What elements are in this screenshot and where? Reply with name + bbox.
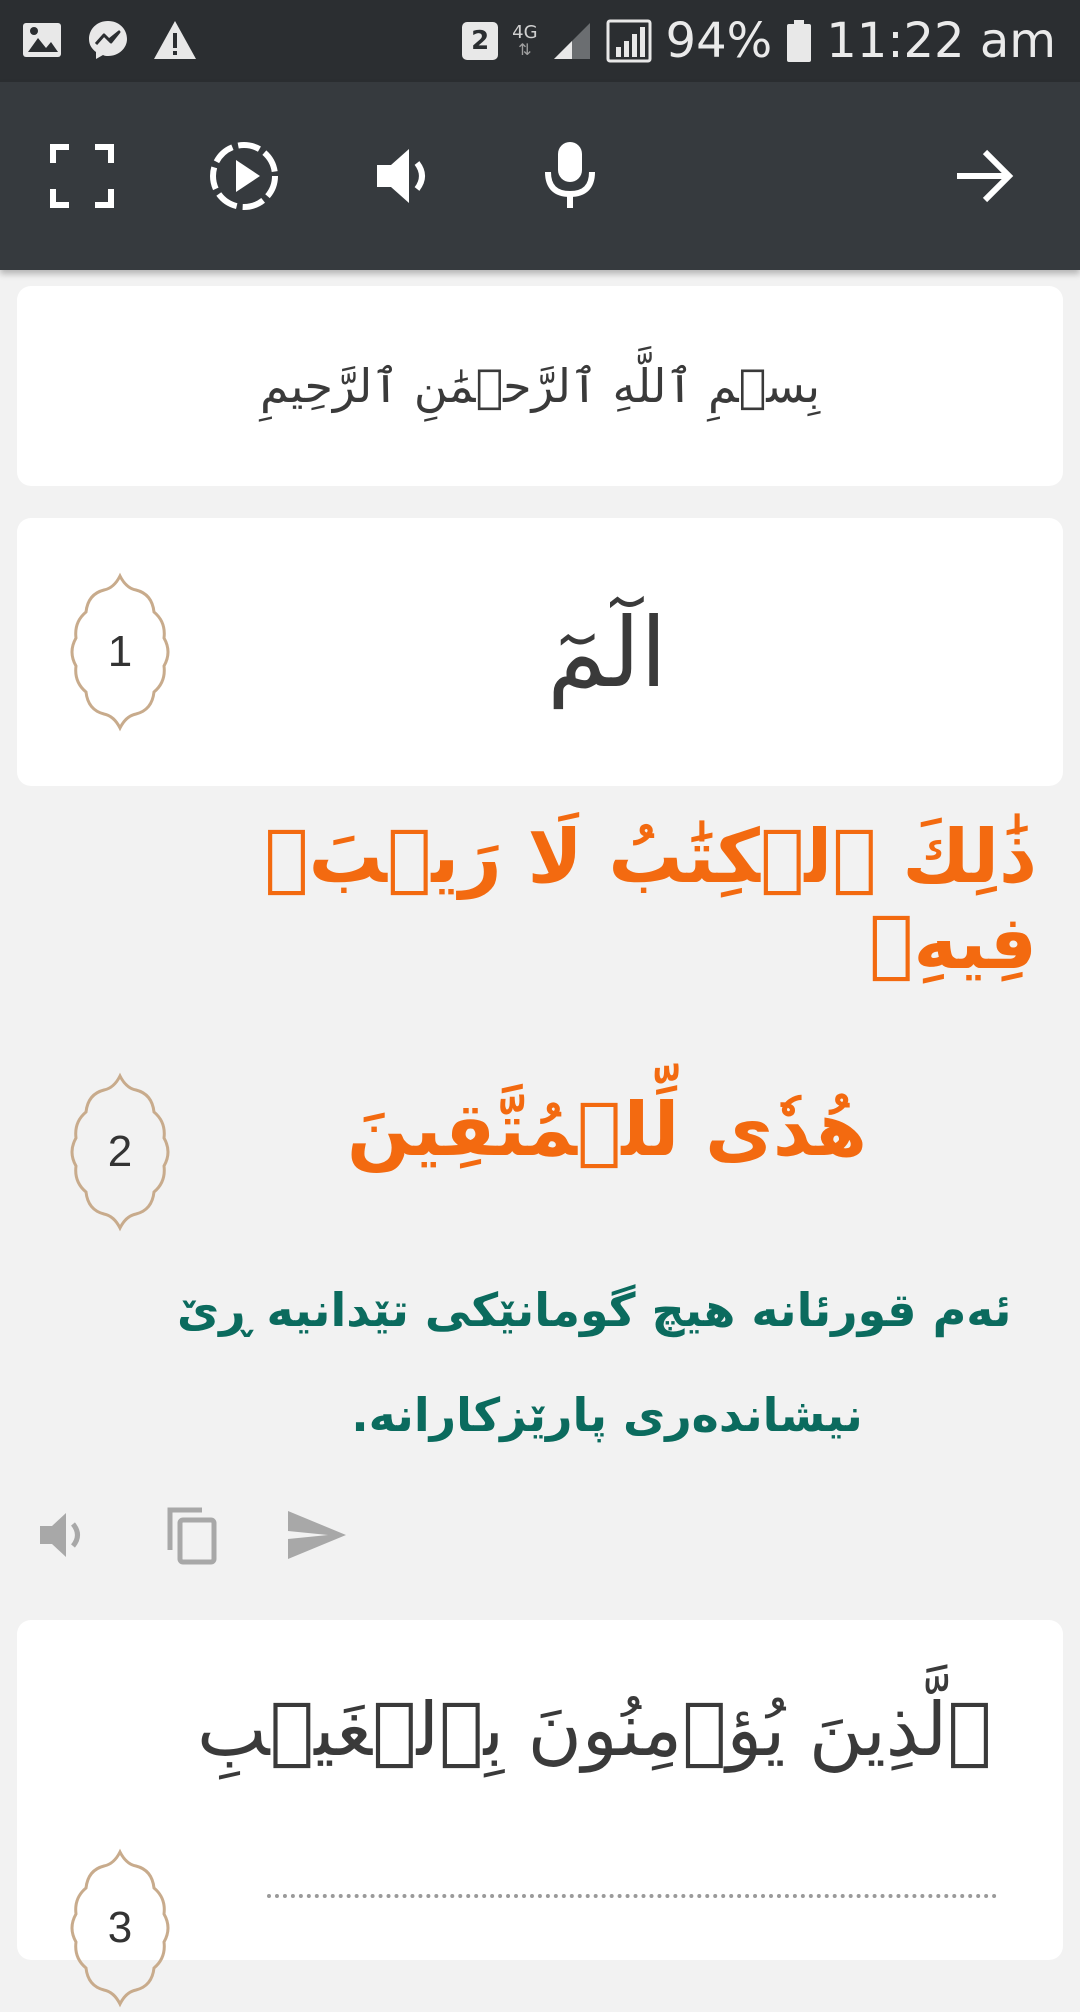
verse-number-badge: [62, 1848, 178, 2008]
signal-sim2-icon: [606, 19, 652, 63]
verse-card-1[interactable]: [17, 518, 1063, 786]
send-icon: [286, 1509, 348, 1561]
sim-badge: 2: [462, 22, 498, 60]
fullscreen-icon: [47, 141, 117, 211]
verse-card-3[interactable]: [17, 1620, 1063, 1960]
signal-icon: [552, 21, 592, 61]
play-button[interactable]: [194, 126, 294, 226]
translation-line-1: ئەم قورئانە هیچ گومانێکی تێدانیە ڕێ: [177, 1283, 1012, 1337]
volume-button[interactable]: [356, 126, 456, 226]
verse-block-2[interactable]: [17, 800, 1063, 1480]
fullscreen-button[interactable]: [32, 126, 132, 226]
verse-number: 3: [107, 1903, 133, 1952]
next-button[interactable]: [934, 126, 1034, 226]
mic-icon: [540, 138, 600, 214]
verse-arabic-line-2: هُدٗى لِّلۡمُتَّقِينَ: [347, 1087, 867, 1173]
battery-icon: [786, 19, 812, 63]
player-toolbar: [0, 82, 1080, 270]
translation-line-2: نیشاندەری پارێزکارانە.: [351, 1388, 863, 1442]
share-verse-button[interactable]: [282, 1500, 352, 1570]
play-circle-icon: [206, 138, 282, 214]
clock: 11:22 am: [826, 13, 1056, 69]
status-bar: [0, 0, 1080, 82]
copy-verse-button[interactable]: [156, 1500, 226, 1570]
copy-icon: [162, 1504, 220, 1566]
play-verse-button[interactable]: [30, 1500, 100, 1570]
messenger-icon: [86, 18, 130, 62]
network-type: 4G ⇅: [512, 22, 538, 59]
volume-icon: [36, 1506, 94, 1564]
notification-icons: [20, 18, 198, 62]
bismillah-text: بِسۡمِ ٱللَّهِ ٱلرَّحۡمَٰنِ ٱلرَّحِيمِ: [259, 359, 821, 413]
verse-number-badge: [62, 572, 178, 732]
system-status: [462, 10, 1056, 72]
verse-number-badge: [62, 1072, 178, 1232]
verse-arabic: الٓمٓ: [547, 597, 667, 709]
verse-actions: [30, 1500, 352, 1570]
bismillah-card: [17, 286, 1063, 486]
image-notification-icon: [20, 18, 64, 62]
battery-percent: 94%: [665, 13, 773, 69]
verse-arabic-line-1: ذَٰلِكَ ٱلۡكِتَٰبُ لَا رَيۡبَۛ فِيهِۛ: [264, 814, 1037, 986]
mic-button[interactable]: [520, 126, 620, 226]
verse-number: 1: [107, 627, 133, 676]
verse-number: 2: [107, 1127, 133, 1176]
volume-icon: [371, 141, 441, 211]
arrow-right-icon: [951, 143, 1017, 209]
verse-arabic-line-2-clipped: [267, 1868, 997, 1918]
verse-arabic-line-1: ٱلَّذِينَ يُؤۡمِنُونَ بِٱلۡغَيۡبِ: [197, 1687, 992, 1773]
warning-icon: [152, 18, 198, 62]
